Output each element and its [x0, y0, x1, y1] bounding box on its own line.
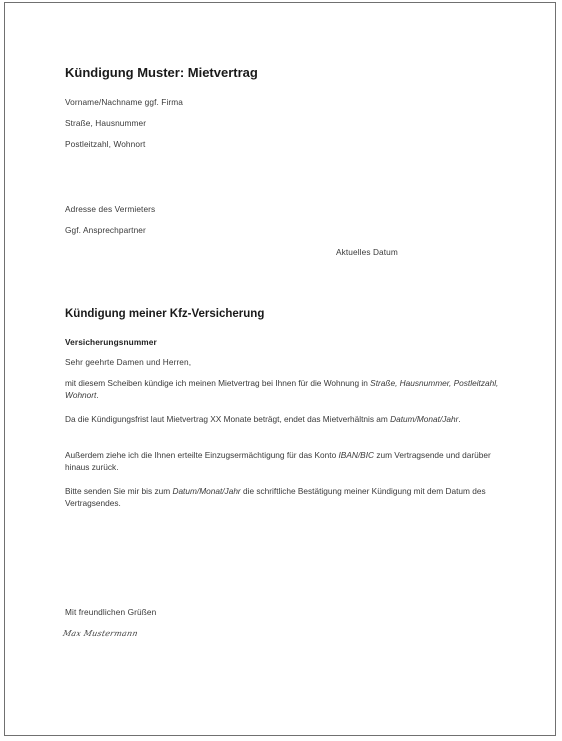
- closing: Mit freundlichen Grüßen: [65, 607, 157, 617]
- paragraph-confirmation-request: Bitte senden Sie mir bis zum Datum/Monat/Jahr die schriftliche Bestätigung meiner Kündigung mit dem Datum des Vertragsendes.: [65, 486, 486, 508]
- document-page: [4, 2, 556, 736]
- letter-subject: Kündigung meiner Kfz-Versicherung: [65, 308, 265, 320]
- recipient-contact: Ggf. Ansprechpartner: [65, 225, 146, 235]
- reference-number: Versicherungsnummer: [65, 337, 157, 347]
- sender-name: Vorname/Nachname ggf. Firma: [65, 97, 183, 107]
- sender-city: Postleitzahl, Wohnort: [65, 139, 146, 149]
- paragraph-direct-debit: Außerdem ziehe ich die Ihnen erteilte Einzugsermächtigung für das Konto IBAN/BIC zum Vertragsende und darüber hinaus zurück.: [65, 450, 491, 472]
- paragraph-notice-period: Da die Kündigungsfrist laut Mietvertrag XX Monate beträgt, endet das Mietverhältnis am Datum/Monat/Jahr.: [65, 414, 461, 424]
- document-title: Kündigung Muster: Mietvertrag: [65, 65, 258, 80]
- paragraph-termination: mit diesem Scheiben kündige ich meinen Mietvertrag bei Ihnen für die Wohnung in Straße, Hausnummer, Postleitzahl, Wohnort.: [65, 378, 499, 400]
- letter-date: Aktuelles Datum: [336, 247, 398, 257]
- recipient-address: Adresse des Vermieters: [65, 204, 156, 214]
- sender-street: Straße, Hausnummer: [65, 118, 147, 128]
- handwritten-signature: Max Mustermann: [62, 629, 139, 638]
- salutation: Sehr geehrte Damen und Herren,: [65, 357, 192, 367]
